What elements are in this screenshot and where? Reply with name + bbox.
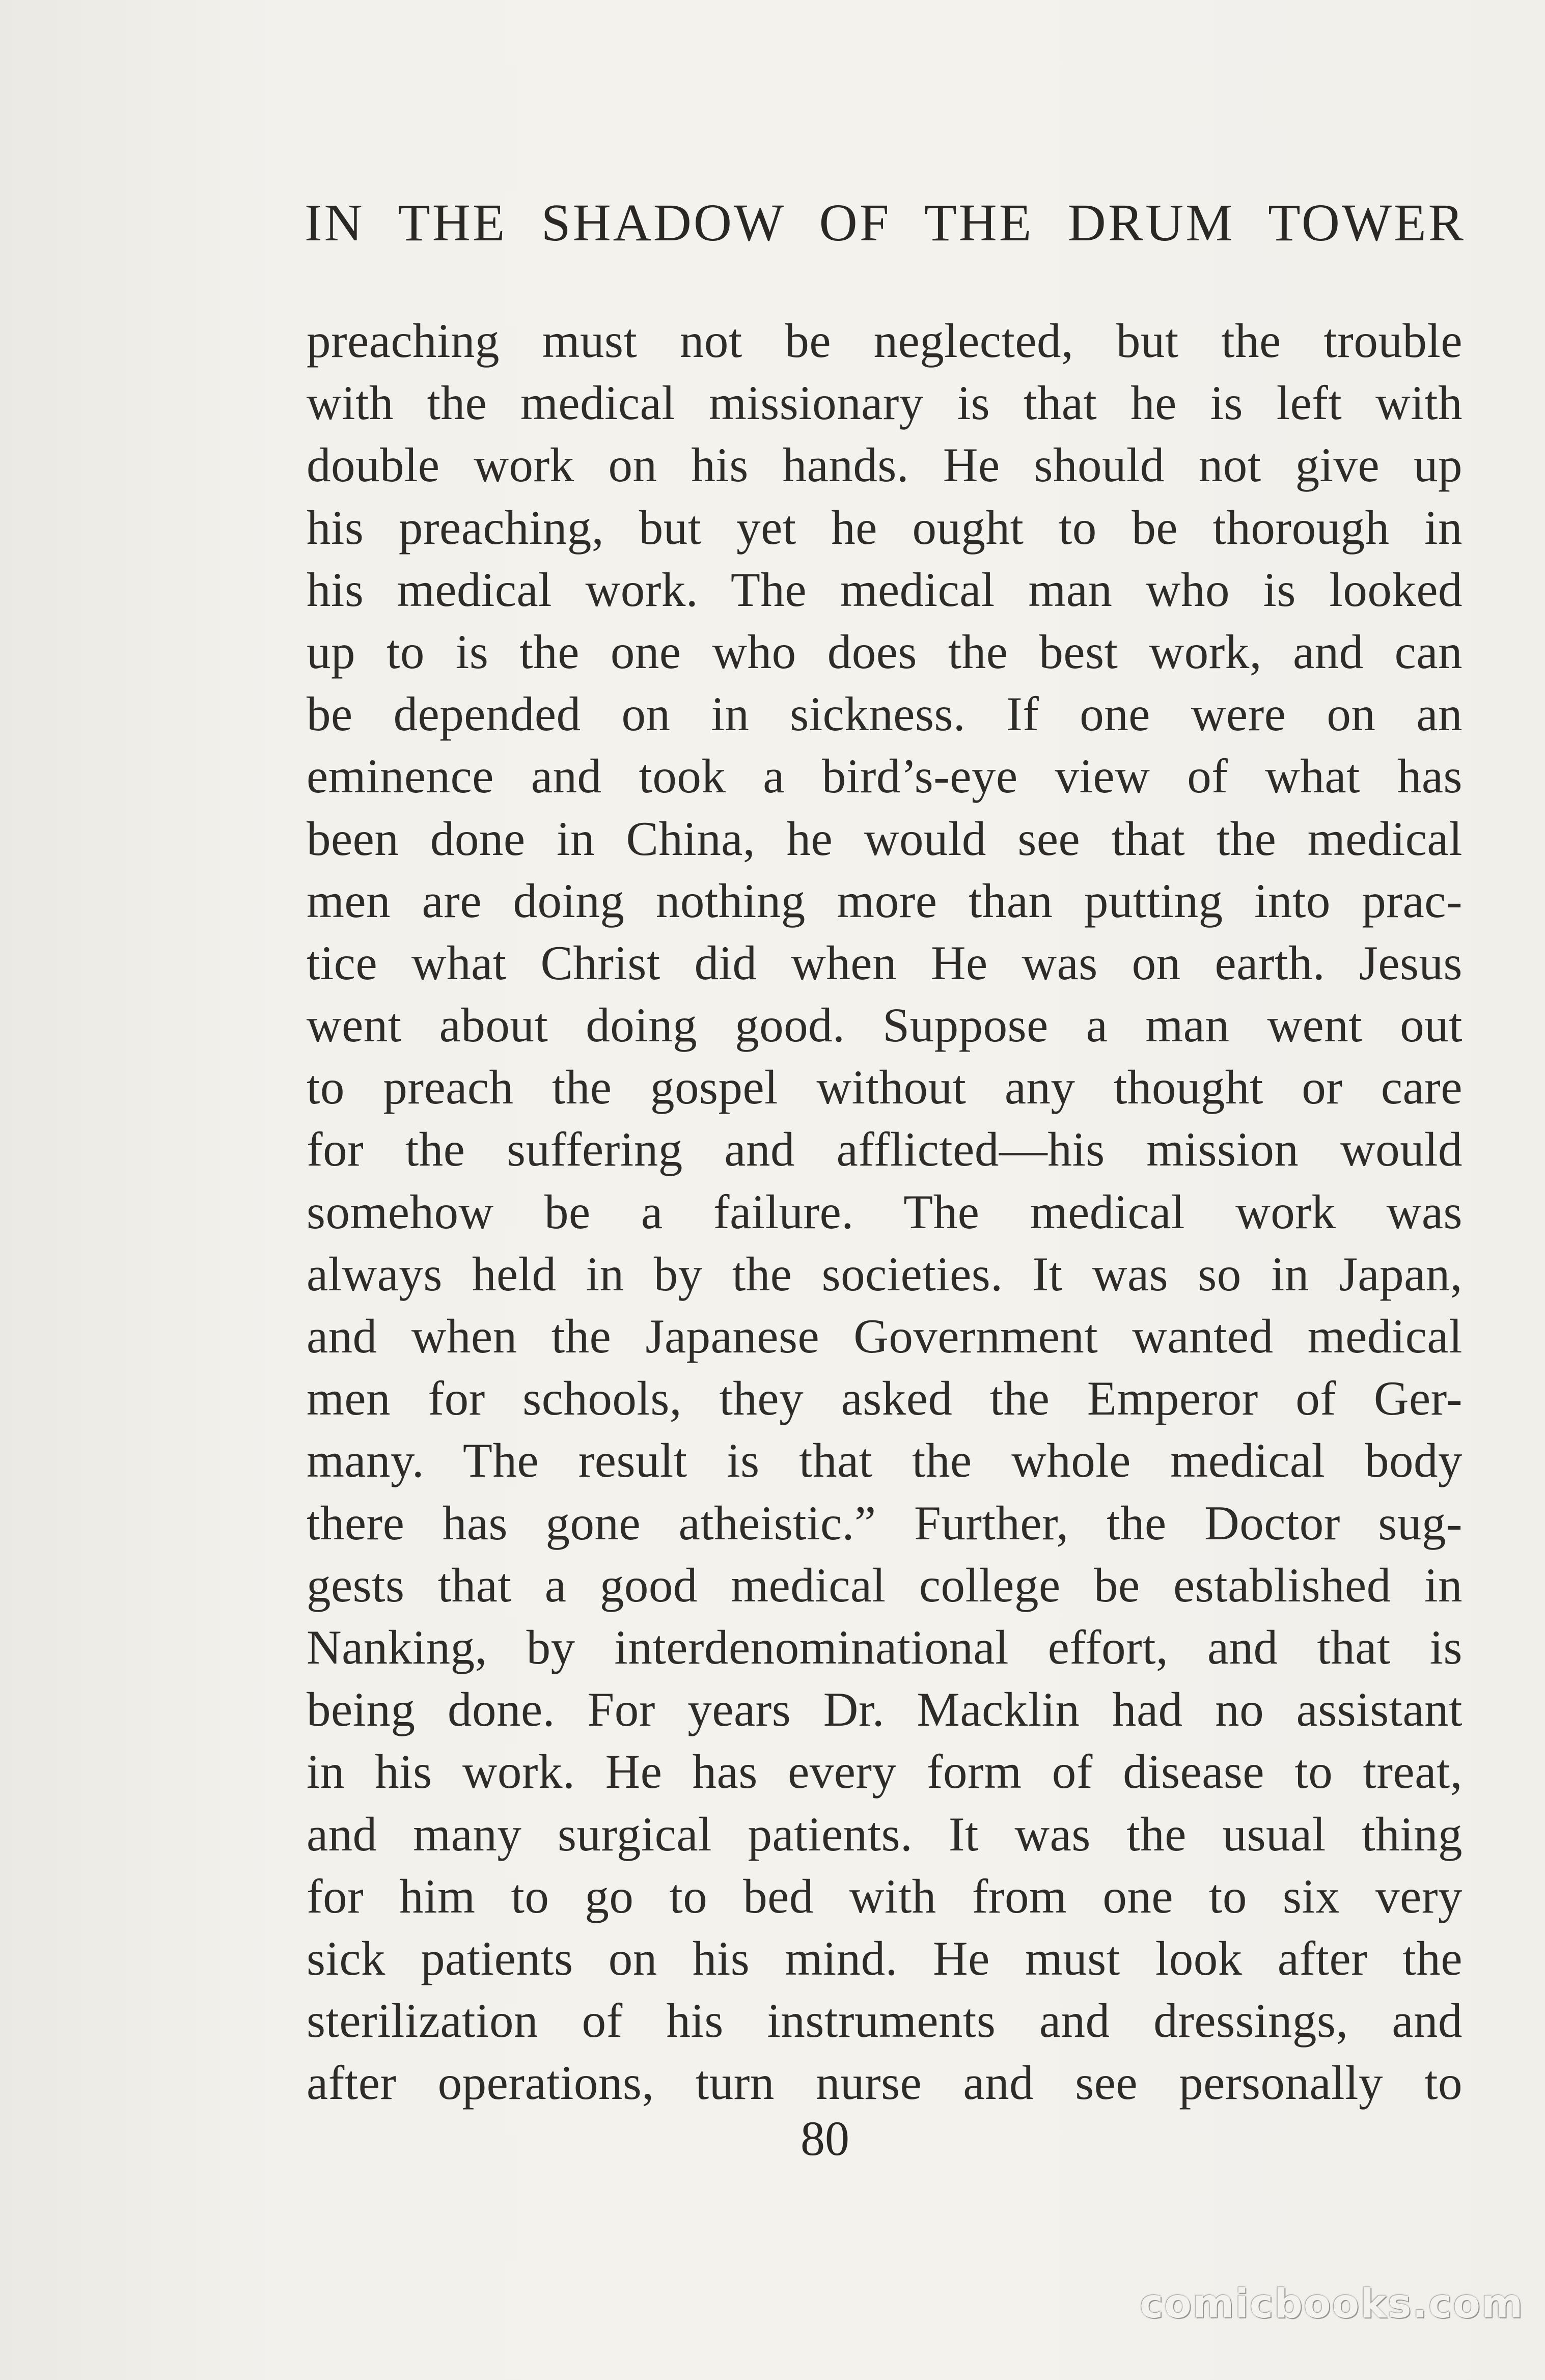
text-line: his preaching, but yet he ought to be thorough in	[307, 500, 1463, 555]
text-line: to preach the gospel without any thought or care	[307, 1060, 1463, 1115]
text-line: being done. For years Dr. Macklin had no assistant	[307, 1682, 1463, 1737]
text-line: be depended on in sickness. If one were on an	[307, 687, 1463, 741]
text-line: with the medical missionary is that he is left with	[307, 376, 1463, 430]
text-line: gests that a good medical college be established in	[307, 1558, 1463, 1612]
body-text	[307, 310, 1463, 2114]
text-line: somehow be a failure. The medical work was	[307, 1184, 1463, 1239]
text-line: Nanking, by interdenominational effort, and that is	[307, 1620, 1463, 1674]
text-line: for the suffering and afflicted—his mission would	[307, 1122, 1463, 1177]
text-line: men for schools, they asked the Emperor of Ger-	[307, 1371, 1463, 1426]
text-line: went about doing good. Suppose a man went out	[307, 998, 1463, 1053]
text-line: tice what Christ did when He was on earth. Jesus	[307, 935, 1463, 990]
text-line: and many surgical patients. It was the usual thing	[307, 1807, 1463, 1861]
page-number: 80	[801, 2111, 849, 2166]
text-line: preaching must not be neglected, but the trouble	[307, 314, 1463, 368]
text-line: been done in China, he would see that the medical	[307, 811, 1463, 866]
text-line: eminence and took a bird’s-eye view of what has	[307, 749, 1463, 804]
watermark: comicbooks.com	[1140, 2281, 1524, 2327]
text-line: there has gone atheistic.” Further, the Doctor sug-	[307, 1496, 1463, 1550]
text-line: sick patients on his mind. He must look after the	[307, 1931, 1463, 1985]
text-line: after operations, turn nurse and see personally to	[307, 2056, 1463, 2110]
text-line: many. The result is that the whole medical body	[307, 1433, 1463, 1488]
text-line: his medical work. The medical man who is looked	[307, 562, 1463, 617]
text-line: men are doing nothing more than putting into prac-	[307, 873, 1463, 928]
running-head: IN THE SHADOW OF THE DRUM TOWER	[305, 193, 1466, 252]
text-line: for him to go to bed with from one to six very	[307, 1869, 1463, 1923]
text-line: sterilization of his instruments and dressings, and	[307, 1994, 1463, 2048]
text-line: always held in by the societies. It was so in Japan,	[307, 1247, 1463, 1301]
text-line: double work on his hands. He should not give up	[307, 438, 1463, 492]
text-line: in his work. He has every form of disease to treat,	[307, 1745, 1463, 1799]
text-line: up to is the one who does the best work, and can	[307, 624, 1463, 679]
text-line: and when the Japanese Government wanted medical	[307, 1309, 1463, 1363]
